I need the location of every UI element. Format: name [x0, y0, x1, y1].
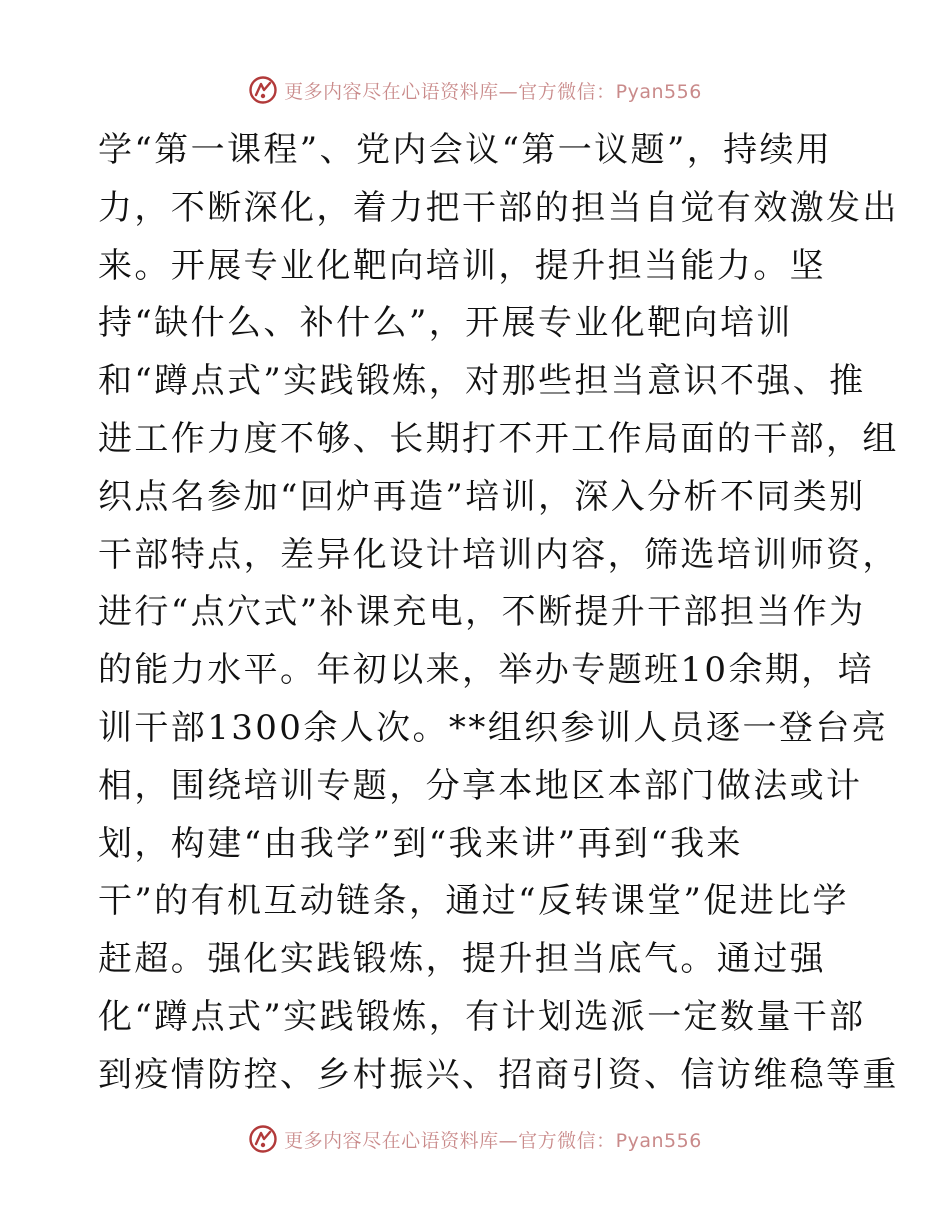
- text-line: 划，构建“由我学”到“我来讲”再到“我来: [98, 823, 743, 864]
- header-watermark: [0, 68, 950, 112]
- text-line: 化“蹲点式”实践锻炼，有计划选派一定数量干部: [98, 996, 866, 1037]
- text-line: 进工作力度不够、长期打不开工作局面的干部，组: [98, 418, 899, 459]
- text-line: 进行“点穴式”补课充电，不断提升干部担当作为: [98, 592, 866, 633]
- watermark-text: 更多内容尽在心语资料库—官方微信：Pyan556: [284, 1129, 702, 1152]
- text-line: 持“缺什么、补什么”，开展专业化靶向培训: [98, 303, 793, 344]
- text-line: 织点名参加“回炉再造”培训，深入分析不同类别: [98, 476, 866, 517]
- red-seal-logo-icon: [248, 75, 278, 105]
- text-line: 干”的有机互动链条，通过“反转课堂”促进比学: [98, 881, 849, 922]
- watermark-text: 更多内容尽在心语资料库—官方微信：Pyan556: [284, 80, 702, 103]
- text-line: 干部特点，差异化设计培训内容，筛选培训师资，: [98, 534, 899, 575]
- text-line: 学“第一课程”、党内会议“第一议题”，持续用: [98, 130, 833, 170]
- text-line: 和“蹲点式”实践锻炼，对那些担当意识不强、推: [98, 361, 866, 402]
- text-line: 到疫情防控、乡村振兴、招商引资、信访维稳等重: [98, 1054, 899, 1095]
- text-line: 的能力水平。年初以来，举办专题班10余期，培: [98, 650, 875, 691]
- footer-watermark: [0, 1117, 950, 1161]
- text-line: 力，不断深化，着力把干部的担当自觉有效激发出: [98, 187, 899, 228]
- text-line: 相，围绕培训专题，分享本地区本部门做法或计: [98, 765, 863, 806]
- red-seal-logo-icon: [248, 1124, 278, 1154]
- text-line: 训干部1300余人次。**组织参训人员逐一登台亮: [98, 707, 889, 748]
- document-body: [98, 122, 899, 1105]
- text-line: 赶超。强化实践锻炼，提升担当底气。通过强: [98, 939, 826, 980]
- text-line: 来。开展专业化靶向培训，提升担当能力。坚: [98, 245, 826, 286]
